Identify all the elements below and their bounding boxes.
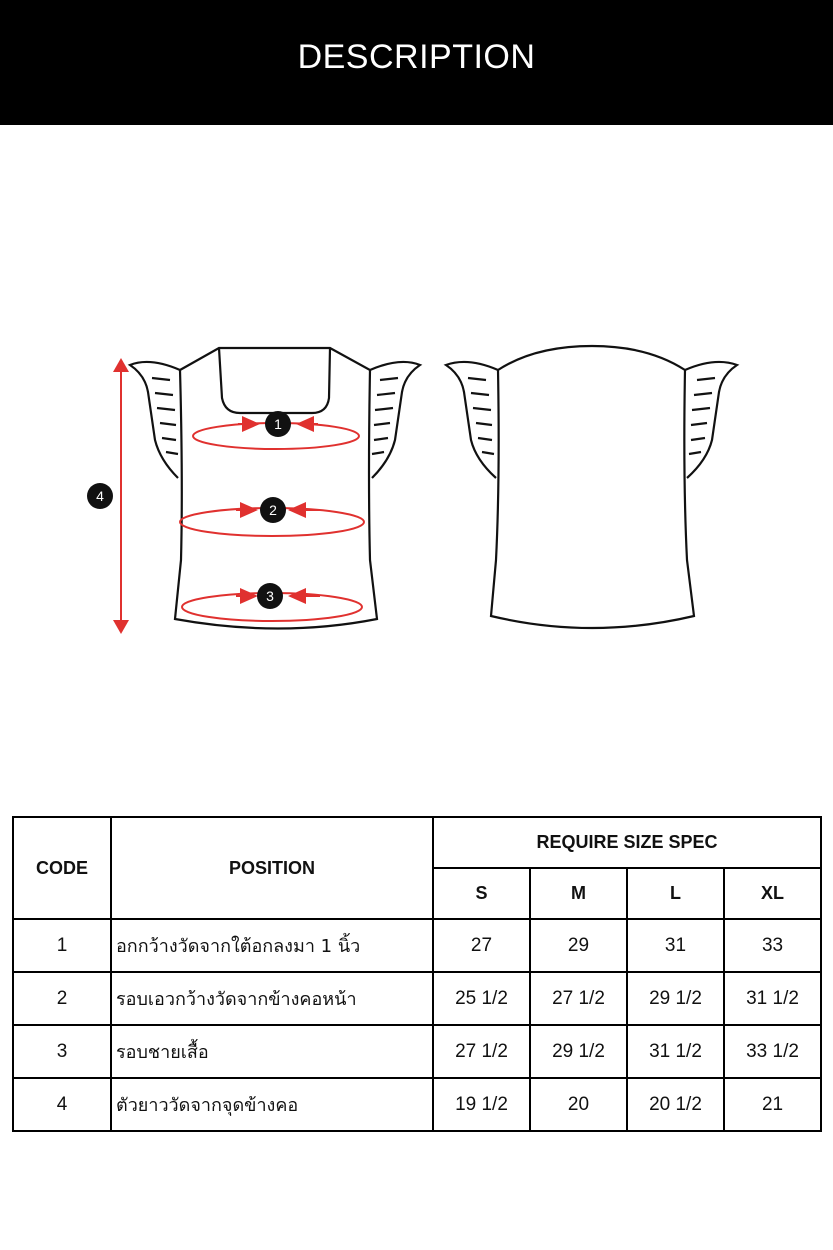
row-position: ตัวยาววัดจากจุดข้างคอ [111, 1078, 433, 1131]
row-position: รอบชายเสื้อ [111, 1025, 433, 1078]
row-value-m: 20 [530, 1078, 627, 1131]
row-position: รอบเอวกว้างวัดจากข้างคอหน้า [111, 972, 433, 1025]
table-row [13, 1078, 821, 1131]
row-value-xl: 21 [724, 1078, 821, 1131]
size-spec-table [12, 816, 822, 1132]
row-value-s: 27 [433, 919, 530, 972]
row-value-l: 31 [627, 919, 724, 972]
row-code: 3 [13, 1025, 111, 1078]
garment-diagram [0, 300, 833, 680]
row-value-l: 29 1/2 [627, 972, 724, 1025]
marker-1 [265, 411, 291, 437]
svg-text:1: 1 [274, 416, 282, 432]
row-value-s: 25 1/2 [433, 972, 530, 1025]
svg-text:4: 4 [96, 488, 104, 504]
row-value-xl: 33 1/2 [724, 1025, 821, 1078]
length-arrow-top [113, 358, 129, 372]
table-row [13, 1025, 821, 1078]
row-value-m: 29 [530, 919, 627, 972]
row-value-xl: 31 1/2 [724, 972, 821, 1025]
header-require-size-spec: REQUIRE SIZE SPEC [433, 817, 821, 868]
row-value-m: 27 1/2 [530, 972, 627, 1025]
row-code: 1 [13, 919, 111, 972]
header-size-s: S [433, 868, 530, 919]
marker-4 [87, 483, 113, 509]
table-row [13, 919, 821, 972]
header-position: POSITION [111, 817, 433, 919]
header-size-xl: XL [724, 868, 821, 919]
back-view-shirt [446, 346, 737, 628]
row-value-s: 27 1/2 [433, 1025, 530, 1078]
header-code: CODE [13, 817, 111, 919]
row-value-m: 29 1/2 [530, 1025, 627, 1078]
row-position: อกกว้างวัดจากใต้อกลงมา 1 นิ้ว [111, 919, 433, 972]
row-value-s: 19 1/2 [433, 1078, 530, 1131]
svg-text:2: 2 [269, 502, 277, 518]
row-value-xl: 33 [724, 919, 821, 972]
length-arrow-bottom [113, 620, 129, 634]
header-bar [0, 0, 833, 125]
svg-text:3: 3 [266, 588, 274, 604]
row-value-l: 31 1/2 [627, 1025, 724, 1078]
marker-3 [257, 583, 283, 609]
row-code: 4 [13, 1078, 111, 1131]
table-row [13, 972, 821, 1025]
header-size-l: L [627, 868, 724, 919]
page-title: DESCRIPTION [297, 38, 536, 76]
row-value-l: 20 1/2 [627, 1078, 724, 1131]
row-code: 2 [13, 972, 111, 1025]
header-size-m: M [530, 868, 627, 919]
marker-2 [260, 497, 286, 523]
